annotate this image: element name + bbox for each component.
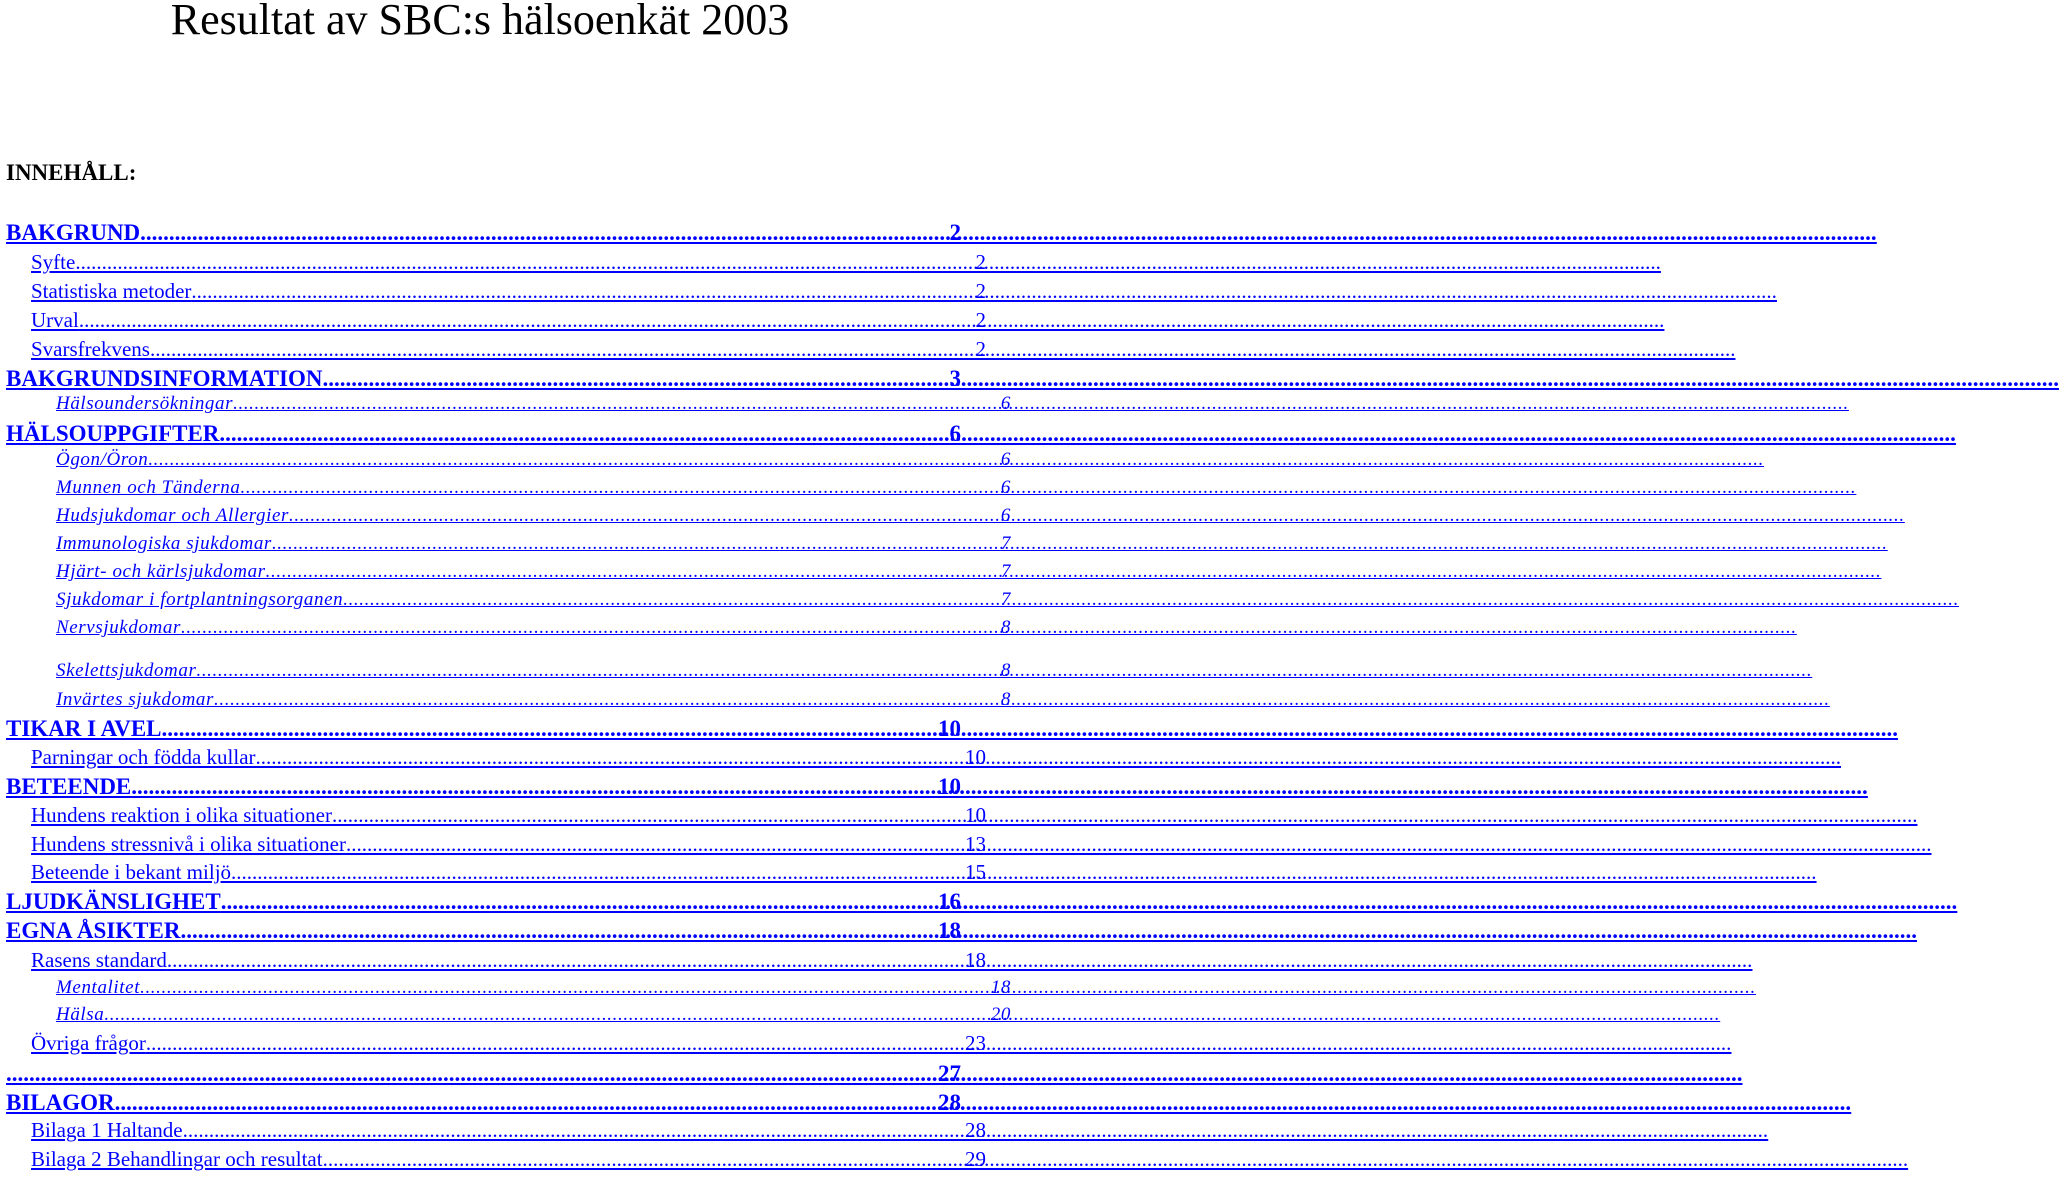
toc-dot-leader bbox=[183, 1118, 965, 1143]
toc-dot-leader bbox=[231, 860, 965, 885]
toc-entry[interactable] bbox=[0, 745, 991, 773]
toc-page-number: 27 bbox=[938, 1061, 961, 1086]
toc-entry[interactable] bbox=[0, 393, 1016, 421]
toc-entry-label: TIKAR I AVEL bbox=[6, 716, 162, 741]
toc-entry-label: Nervsjukdomar bbox=[56, 617, 181, 638]
toc-entry-label: Bilaga 1 Haltande bbox=[31, 1118, 183, 1142]
toc-entry[interactable] bbox=[0, 1118, 991, 1146]
toc-entry-label: HÄLSOUPPGIFTER bbox=[6, 421, 220, 446]
toc-dot-leader bbox=[180, 918, 938, 944]
toc-entry[interactable] bbox=[0, 716, 966, 744]
toc-page-number: 6 bbox=[1000, 449, 1011, 470]
toc-entry-label: Munnen och Tänderna bbox=[56, 477, 241, 498]
toc-entry[interactable] bbox=[0, 617, 1016, 645]
toc-entry[interactable] bbox=[0, 1147, 991, 1175]
toc-dot-leader bbox=[167, 948, 965, 973]
toc-page-number: 7 bbox=[1000, 561, 1011, 582]
toc-entry-label: Ögon/Öron bbox=[56, 449, 149, 470]
toc-dot-leader bbox=[214, 689, 1001, 711]
toc-entry-label: Syfte bbox=[31, 250, 76, 274]
toc-entry[interactable] bbox=[0, 533, 1016, 561]
toc-entry[interactable] bbox=[0, 308, 991, 336]
toc-page-number: 8 bbox=[1000, 617, 1011, 638]
toc-entry-label: Mentalitet bbox=[56, 977, 141, 998]
toc-entry[interactable] bbox=[0, 449, 1016, 477]
toc-dot-leader bbox=[191, 279, 975, 304]
toc-page-number: 7 bbox=[1000, 533, 1011, 554]
toc-dot-leader bbox=[140, 220, 949, 246]
toc-page-number: 6 bbox=[1000, 393, 1011, 414]
toc-entry[interactable] bbox=[0, 279, 991, 307]
toc-dot-leader bbox=[233, 393, 1001, 415]
toc-entry[interactable] bbox=[0, 250, 991, 278]
toc-dot-leader bbox=[148, 449, 1001, 471]
toc-entry[interactable] bbox=[0, 660, 1016, 688]
toc-entry[interactable] bbox=[0, 803, 991, 831]
toc-page-number: 6 bbox=[1000, 505, 1011, 526]
toc-entry-label: Övriga frågor bbox=[31, 1031, 146, 1055]
toc-entry-label: BETEENDE bbox=[6, 774, 132, 799]
toc-dot-leader bbox=[196, 660, 1000, 682]
toc-page-number: 13 bbox=[965, 832, 986, 856]
toc-entry-label: Hälsa bbox=[56, 1004, 105, 1025]
toc-entry[interactable] bbox=[0, 589, 1016, 617]
toc-dot-leader bbox=[115, 1090, 938, 1116]
document-title: Resultat av SBC:s hälsoenkät 2003 bbox=[170, 0, 790, 44]
toc-page-number: 10 bbox=[965, 745, 986, 769]
toc-dot-leader bbox=[332, 803, 965, 828]
toc-page-number: 2 bbox=[949, 220, 961, 245]
toc-entry-label: Sjukdomar i fortplantningsorganen bbox=[56, 589, 344, 610]
toc-entry[interactable] bbox=[0, 889, 966, 917]
toc-dot-leader bbox=[343, 589, 1001, 611]
toc-page-number: 8 bbox=[1000, 660, 1011, 681]
toc-dot-leader bbox=[104, 1004, 990, 1026]
toc-dot-leader bbox=[6, 1061, 938, 1087]
toc-entry-label: BILAGOR bbox=[6, 1090, 115, 1115]
toc-entry-label: Hälsoundersökningar bbox=[56, 393, 234, 414]
toc-dot-leader bbox=[79, 308, 976, 333]
toc-entry[interactable] bbox=[0, 421, 966, 449]
toc-page-number: 6 bbox=[949, 421, 961, 446]
toc-dot-leader bbox=[162, 716, 938, 742]
contents-heading: INNEHÅLL: bbox=[6, 160, 137, 185]
toc-entry-label: Hudsjukdomar och Allergier bbox=[56, 505, 290, 526]
toc-dot-leader bbox=[219, 421, 949, 447]
toc-entry-label: LJUDKÄNSLIGHET bbox=[6, 889, 221, 914]
toc-entry[interactable] bbox=[0, 1090, 966, 1118]
toc-entry-label: Skelettsjukdomar bbox=[56, 660, 197, 681]
toc-page-number: 2 bbox=[975, 279, 986, 303]
toc-entry[interactable] bbox=[0, 505, 1016, 533]
toc-entry[interactable] bbox=[0, 832, 991, 860]
toc-entry-label: Urval bbox=[31, 308, 79, 332]
toc-dot-leader bbox=[346, 832, 965, 857]
toc-entry[interactable] bbox=[0, 366, 966, 394]
toc-page-number: 16 bbox=[938, 889, 961, 914]
toc-page-number: 18 bbox=[938, 918, 961, 943]
table-of-contents bbox=[0, 0, 1011, 1177]
toc-dot-leader bbox=[241, 477, 1001, 499]
toc-dot-leader bbox=[322, 366, 949, 392]
toc-entry[interactable] bbox=[0, 561, 1016, 589]
toc-entry-label: Statistiska metoder bbox=[31, 279, 192, 303]
toc-page-number: 10 bbox=[938, 716, 961, 741]
toc-dot-leader bbox=[266, 561, 1001, 583]
toc-dot-leader bbox=[140, 977, 991, 999]
toc-entry[interactable] bbox=[0, 220, 966, 248]
toc-entry-label: EGNA ÅSIKTER bbox=[6, 918, 181, 943]
toc-dot-leader bbox=[75, 250, 975, 275]
toc-page-number: 3 bbox=[949, 366, 961, 391]
toc-entry[interactable] bbox=[0, 860, 991, 888]
toc-entry[interactable] bbox=[0, 337, 991, 365]
toc-entry-label: Svarsfrekvens bbox=[31, 337, 150, 361]
toc-page-number: 2 bbox=[975, 250, 986, 274]
toc-entry-label: Bilaga 2 Behandlingar och resultat bbox=[31, 1147, 323, 1171]
toc-page-number: 28 bbox=[965, 1118, 986, 1142]
toc-dot-leader bbox=[221, 889, 938, 915]
toc-dot-leader bbox=[323, 1147, 965, 1172]
toc-entry-label: Hjärt- och kärlsjukdomar bbox=[56, 561, 266, 582]
toc-entry[interactable] bbox=[0, 689, 1016, 717]
toc-page-number: 2 bbox=[975, 308, 986, 332]
toc-entry[interactable] bbox=[0, 477, 1016, 505]
toc-entry-label: Hundens reaktion i olika situationer bbox=[31, 803, 332, 827]
toc-entry[interactable] bbox=[0, 918, 966, 946]
toc-entry[interactable] bbox=[0, 1004, 1016, 1032]
toc-page-number: 28 bbox=[938, 1090, 961, 1115]
toc-dot-leader bbox=[256, 745, 965, 770]
toc-page-number: 18 bbox=[965, 948, 986, 972]
toc-page-number: 10 bbox=[965, 803, 986, 827]
toc-entry[interactable] bbox=[0, 1061, 966, 1089]
toc-entry-label: Rasens standard bbox=[31, 948, 167, 972]
toc-dot-leader bbox=[289, 505, 1001, 527]
toc-page-number: 10 bbox=[938, 774, 961, 799]
toc-entry-label: Invärtes sjukdomar bbox=[56, 689, 215, 710]
toc-entry-label: Hundens stressnivå i olika situationer bbox=[31, 832, 346, 856]
toc-entry-label: BAKGRUND bbox=[6, 220, 141, 245]
toc-dot-leader bbox=[150, 337, 976, 362]
toc-entry-label: Beteende i bekant miljö bbox=[31, 860, 232, 884]
toc-entry[interactable] bbox=[0, 1031, 991, 1059]
toc-page-number: 23 bbox=[965, 1031, 986, 1055]
toc-dot-leader bbox=[181, 617, 1001, 639]
toc-page-number: 2 bbox=[975, 337, 986, 361]
toc-page-number: 15 bbox=[965, 860, 986, 884]
toc-page-number: 29 bbox=[965, 1147, 986, 1171]
toc-dot-leader bbox=[272, 533, 1001, 555]
toc-entry-label: BAKGRUNDSINFORMATION bbox=[6, 366, 323, 391]
toc-entry[interactable] bbox=[0, 977, 1016, 1005]
toc-dot-leader bbox=[131, 774, 938, 800]
toc-page-number: 20 bbox=[990, 1004, 1011, 1025]
toc-entry[interactable] bbox=[0, 774, 966, 802]
toc-page-number: 6 bbox=[1000, 477, 1011, 498]
toc-page-number: 8 bbox=[1000, 689, 1011, 710]
toc-page-number: 18 bbox=[990, 977, 1011, 998]
toc-page-number: 7 bbox=[1000, 589, 1011, 610]
toc-entry-label: Immunologiska sjukdomar bbox=[56, 533, 272, 554]
toc-dot-leader bbox=[146, 1031, 965, 1056]
toc-entry[interactable] bbox=[0, 948, 991, 976]
toc-entry-label: Parningar och födda kullar bbox=[31, 745, 256, 769]
